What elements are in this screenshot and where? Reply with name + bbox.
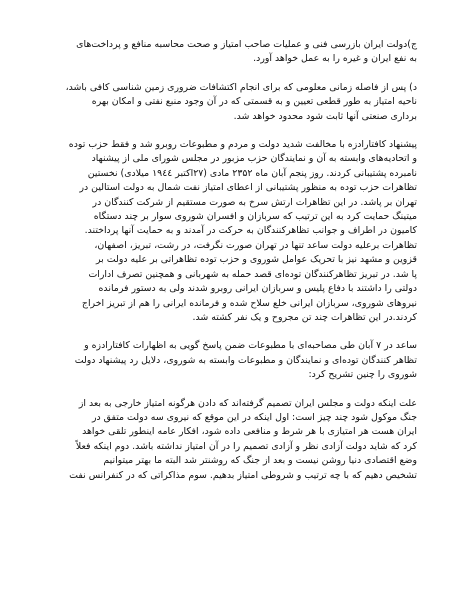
paragraph-reasons: [30, 397, 417, 483]
text-line: کردند.در این تظاهرات چند تن مجروح و یک نفر کشته شد.: [192, 311, 417, 323]
paragraph-kaftaradze-proposal: [30, 138, 417, 325]
text-line: و اتحادیه‌های وابسته به آن و نمایندگان حزب مزبور در مجلس شورای ملی از پیشنهاد: [91, 153, 417, 165]
text-line: به نفع ایران و غیره را به عمل خواهد آورد.: [253, 53, 417, 65]
text-line: تظاهرات برعلیه دولت ساعد تنها در تهران صورت نگرفت، در رشت، تبریز، اصفهان،: [94, 239, 417, 251]
paragraph-saed-interview: [30, 339, 417, 382]
text-line: تشخیص دهیم که با چه ترتیب و شروطی امتیاز بدهیم. سوم مذاکراتی که در کنفرانس نفت: [69, 469, 417, 481]
text-line: ساعد در ۷ آبان طی مصاحبه‌ای با مطبوعات ضمن پاسخ گویی به اظهارات کافتارادزه و: [84, 340, 417, 352]
text-line: ناحیه امتیاز به طور قطعی تعیین و به قسمتی که در آن وجود منبع نفتی و امکان بهره: [91, 96, 417, 108]
paragraph-clause-c: [30, 38, 417, 67]
text-line: علت اینکه دولت و مجلس ایران تصمیم گرفته‌اند که دادن هرگونه امتیاز خارجی به بعد از: [78, 397, 417, 409]
paragraph-clause-d: [30, 81, 417, 124]
text-line: وضع اقتصادی دنیا روشن نیست و بعد از جنگ که روشنتر شد البته ما بهتر میتوانیم: [103, 455, 417, 467]
text-line: تظاهر کنندگان توده‌ای و نمایندگان و مطبوعات وابسته به شوروی، دلایل رد پیشنهاد دولت: [74, 354, 417, 366]
text-line: تظاهرات حزب توده به منظور پشتیبانی از اعطای امتیاز نفت شمال به دولت استالین در: [79, 182, 417, 194]
text-line: نامبرده پشتیبانی کردند. روز پنجم آبان ماه ۲۳۵۲ مادی (۲۷اکتبر ۱۹٤٤ میلادی) نخستین: [87, 167, 417, 179]
text-line: ایران هست هر امتیازی با هر شرط و منافعی داده شود، افکار عامه اینطور تلقی خواهد: [82, 426, 417, 438]
text-line: جنگ موکول شود چند چیز است: اول اینکه در این موقع که نیروی سه دولت متفق در: [91, 411, 417, 423]
text-line: قزوین و مشهد نیز با تحریک عوامل شوروی و حزب توده تظاهراتی بر علیه دولت بر: [96, 254, 417, 266]
text-line: کرد که شاید دولت آزادی نظر و آزادی تصمیم را در آن امتیاز نداشته باشد. دوم اینکه فعلاً: [75, 440, 417, 452]
text-line: شوروی را چنین تشریح کرد:: [308, 369, 417, 381]
text-line: ج)دولت ایران بازرسی فنی و عملیات صاحب امتیاز و صحت محاسبه منافع و پرداخت‌های: [76, 39, 417, 50]
text-line: پا شد. در تبریز تظاهرکنندگان توده‌ای قصد حمله به شهربانی و همچنین تصرف ادارات: [88, 268, 417, 280]
text-line: کامیون در اطراف و جوانب تظاهرکنندگان به حرکت در آمدند و به حمایت آنها پرداختند.: [84, 225, 417, 237]
text-line: میتینگ حمایت کرد به این ترتیب که سربازان و افسران شوروی سوار بر چند دستگاه: [93, 211, 417, 223]
text-line: نیروهای شوروی، سربازان ایرانی خلع سلاح شده و فرمانده ایرانی را هم از تبریز اخراج: [81, 297, 417, 309]
text-line: تهران بر پاشد. در این تظاهرات ارتش سرخ به صورت مستقیم از شرکت کنندگان در: [92, 196, 417, 208]
text-line: برداری صنعتی آنها ثابت شود محدود خواهد شد.: [233, 110, 417, 122]
text-line: د) پس از فاصله زمانی معلومی که برای انجام اکتشافات ضروری زمین شناسی کافی باشد،: [65, 81, 417, 93]
text-line: دولتی را داشتند با دفاع پلیس و سربازان ایرانی روبرو شدند ولی به دستور فرمانده: [98, 283, 417, 295]
text-line: پیشنهاد کافتارادزه با مخالفت شدید دولت و مردم و مطبوعات روبرو شد و فقط حزب توده: [68, 139, 417, 151]
